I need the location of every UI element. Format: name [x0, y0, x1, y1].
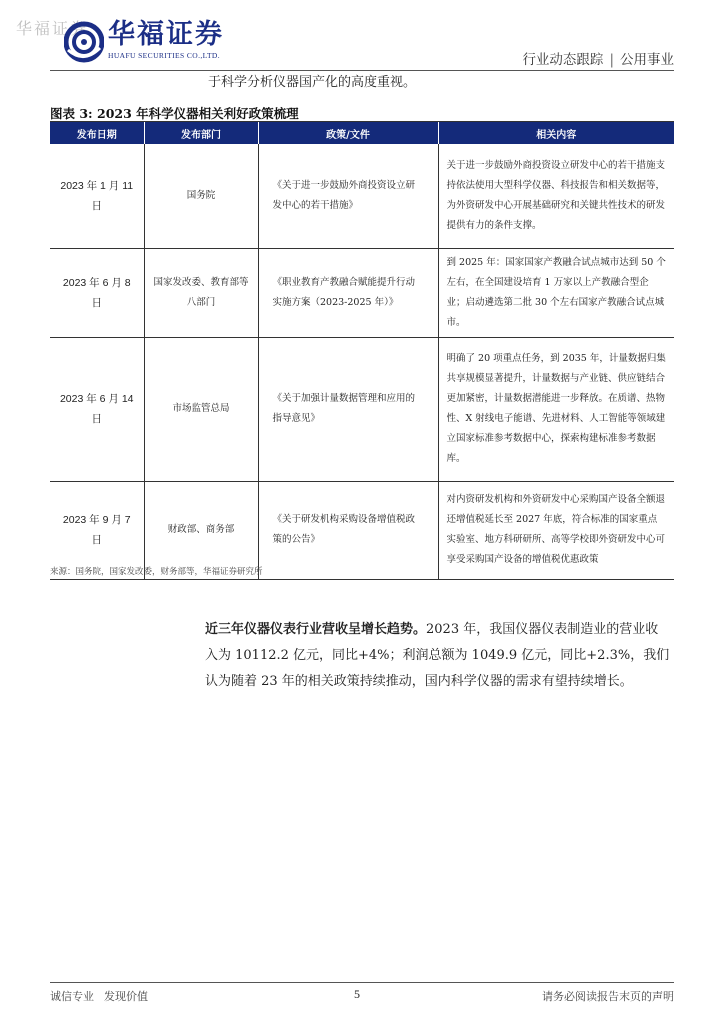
cell-content: 关于进一步鼓励外商投资设立研发中心的若干措施支持依法使用大型科学仪器、科技报告和相关数据等，为外资研发中心开展基础研究和关键共性技术的研发提供有力的条件支撑。 [438, 144, 674, 248]
company-logo [64, 18, 274, 66]
logo-swirl-icon [64, 20, 104, 64]
cell-date: 2023 年 1 月 11 日 [50, 144, 144, 248]
cell-doc: 《关于研发机构采购设备增值税政策的公告》 [258, 481, 438, 579]
table-row [50, 248, 674, 337]
policy-table [50, 122, 674, 580]
table-header-row [50, 122, 674, 144]
col-header-dept: 发布部门 [144, 122, 258, 144]
table-row [50, 144, 674, 248]
footer-divider [50, 982, 674, 983]
cell-dept: 财政部、商务部 [144, 481, 258, 579]
cell-doc: 《职业教育产教融合赋能提升行动实施方案（2023-2025 年）》 [258, 248, 438, 337]
logo-english-name: HUAFU SECURITIES CO.,LTD. [108, 51, 221, 60]
cell-dept: 国家发改委、教育部等八部门 [144, 248, 258, 337]
cell-doc: 《关于加强计量数据管理和应用的指导意见》 [258, 337, 438, 481]
header-category [522, 48, 674, 68]
footer-slogan-2: 发现价值 [104, 990, 148, 1003]
footer-slogan [50, 988, 158, 1004]
header-separator: | [609, 52, 614, 68]
body-paragraph-first-line [205, 617, 674, 643]
paragraph-lead: 近三年仪器仪表行业营收呈增长趋势。 [205, 622, 427, 637]
cell-date: 2023 年 9 月 7 日 [50, 481, 144, 579]
table-source: 来源：国务院，国家发改委，财务部等，华福证券研究所 [50, 567, 263, 577]
body-paragraph-cont [205, 643, 674, 695]
paragraph-body: 2023 年，我国仪器仪表制造业的营业收 [426, 622, 659, 637]
table-row [50, 337, 674, 481]
footer-disclaimer: 请务必阅读报告末页的声明 [542, 990, 674, 1003]
sector-name: 公用事业 [620, 52, 674, 68]
cell-dept: 市场监管总局 [144, 337, 258, 481]
logo-chinese-name: 华福证券 [108, 19, 224, 50]
figure-title: 图表 3: 2023 年科学仪器相关利好政策梳理 [50, 106, 299, 121]
page-number: 5 [354, 987, 360, 1001]
cell-content: 明确了 20 项重点任务，到 2035 年，计量数据归集共享规模显著提升，计量数据与产业链、供应链结合更加紧密，计量数据潜能进一步释放。在质谱、热物性、X 射线电子能谱、先进材料、人工智能等领域建立国家标准参考数据中心，探索构建标准参考数据库。 [438, 337, 674, 481]
col-header-content: 相关内容 [438, 122, 674, 144]
cell-content: 到 2025 年：国家国家产教融合试点城市达到 50 个左右，在全国建设培育 1 万家以上产教融合型企业；启动遴选第二批 30 个左右国家产教融合试点城市。 [438, 248, 674, 337]
cell-date: 2023 年 6 月 8 日 [50, 248, 144, 337]
continuation-text: 于科学分析仪器国产化的高度重视。 [208, 75, 417, 90]
col-header-date: 发布日期 [50, 122, 144, 144]
watermark-text: 华福证券 [16, 19, 89, 38]
cell-date: 2023 年 6 月 14 日 [50, 337, 144, 481]
paragraph-cont: 入为 10112.2 亿元，同比+4%；利润总额为 1049.9 亿元，同比+2.3%，我们认为随着 23 年的相关政策持续推动，国内科学仪器的需求有望持续增长。 [205, 648, 670, 689]
cell-doc: 《关于进一步鼓励外商投资设立研发中心的若干措施》 [258, 144, 438, 248]
report-type: 行业动态跟踪 [522, 52, 604, 68]
col-header-doc: 政策/文件 [258, 122, 438, 144]
cell-content: 对内资研发机构和外资研发中心采购国产设备全额退还增值税延长至 2027 年底，符合标准的国家重点实验室、地方科研研所、高等学校即外资研发中心可享受采购国产设备的增值税优惠政策 [438, 481, 674, 579]
footer-slogan-1: 诚信专业 [50, 990, 94, 1003]
cell-dept: 国务院 [144, 144, 258, 248]
